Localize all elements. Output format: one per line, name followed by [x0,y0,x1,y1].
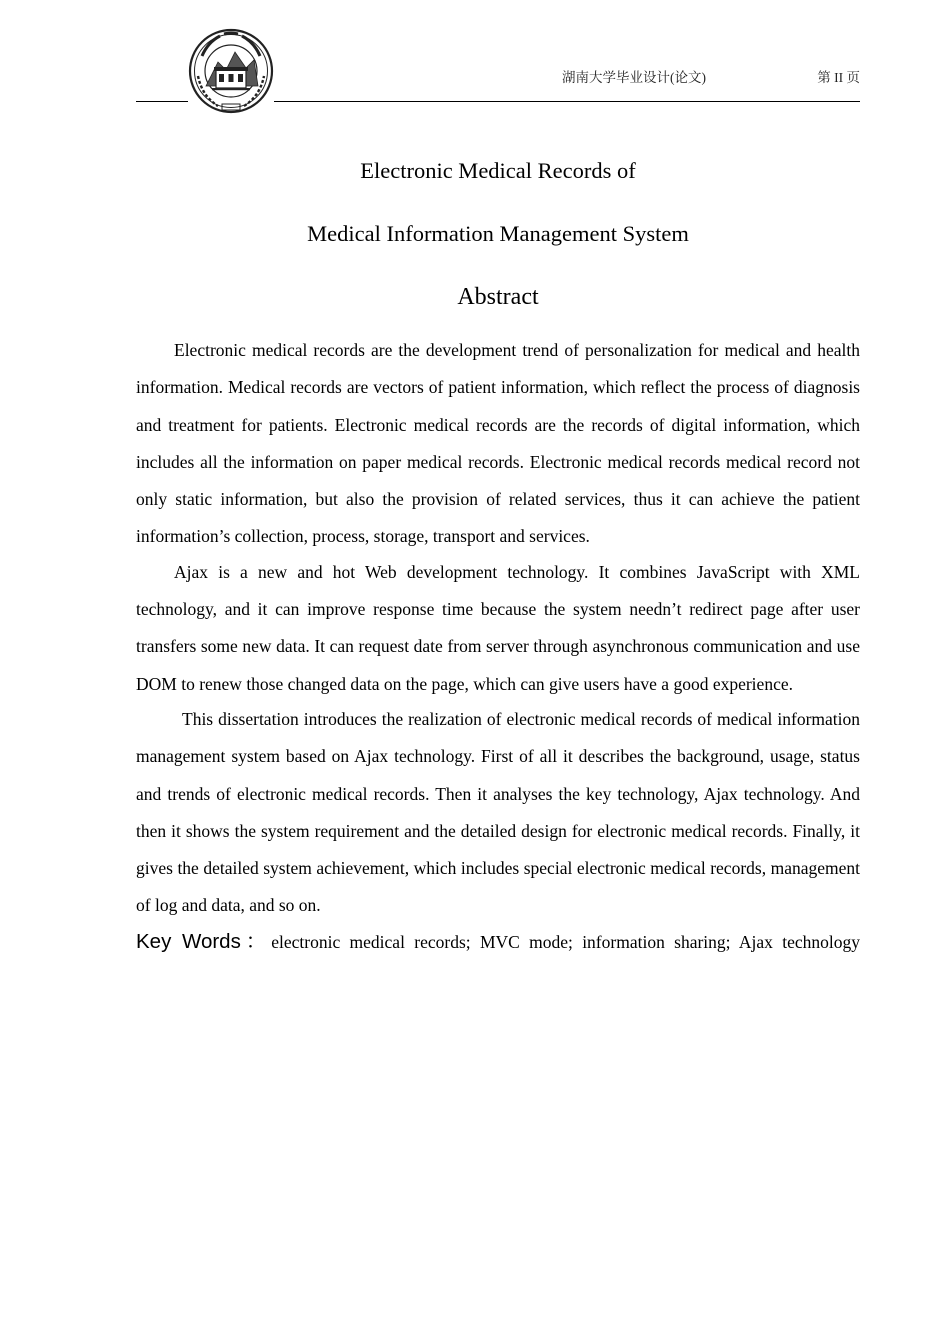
paper-title-line-1: Electronic Medical Records of [360,158,636,183]
paper-title-line-2: Medical Information Management System [307,221,689,246]
header-title: 湖南大学毕业设计(论文) [562,70,706,85]
page-header [136,0,860,102]
abstract-heading: Abstract [457,284,539,310]
abstract-paragraph: Electronic medical records are the development trend of personalization for medical and health information. Medical records are vectors of patient information, which reflect the process of diagnosis and treatment for patients. Electronic medical records are the records of digital information, which includes all the information on paper medical records. Electronic medical records medical record not only static information, but also the provision of related services, thus it can achieve the patient information’s collection, process, storage, transport and services. [136,340,860,547]
abstract-body [136,332,860,961]
abstract-paragraph: Ajax is a new and hot Web development technology. It combines JavaScript with XML technology, and it can improve response time because the system needn’t redirect page after user transfers some new data. It can request date from server through asynchronous communication and use DOM to renew those changed data on the page, which can give users have a good experience. [136,561,860,694]
hunan-university-seal-icon [188,26,274,116]
keywords-text: electronic medical records; MVC mode; information sharing; Ajax technology [271,931,860,952]
abstract-paragraph: This dissertation introduces the realization of electronic medical records of medical information management system based on Ajax technology. First of all it describes the background, usage, status and trends of electronic medical records. Then it analyses the key technology, Ajax technology. And then it shows the system requirement and the detailed design for electronic medical records. Finally, it gives the detailed system achievement, which includes special electronic medical records, management of log and data, and so on. [136,708,860,916]
keywords-label: Key Words： [136,929,272,953]
keywords-line [136,923,860,961]
page-number: 第 II 页 [817,70,860,85]
